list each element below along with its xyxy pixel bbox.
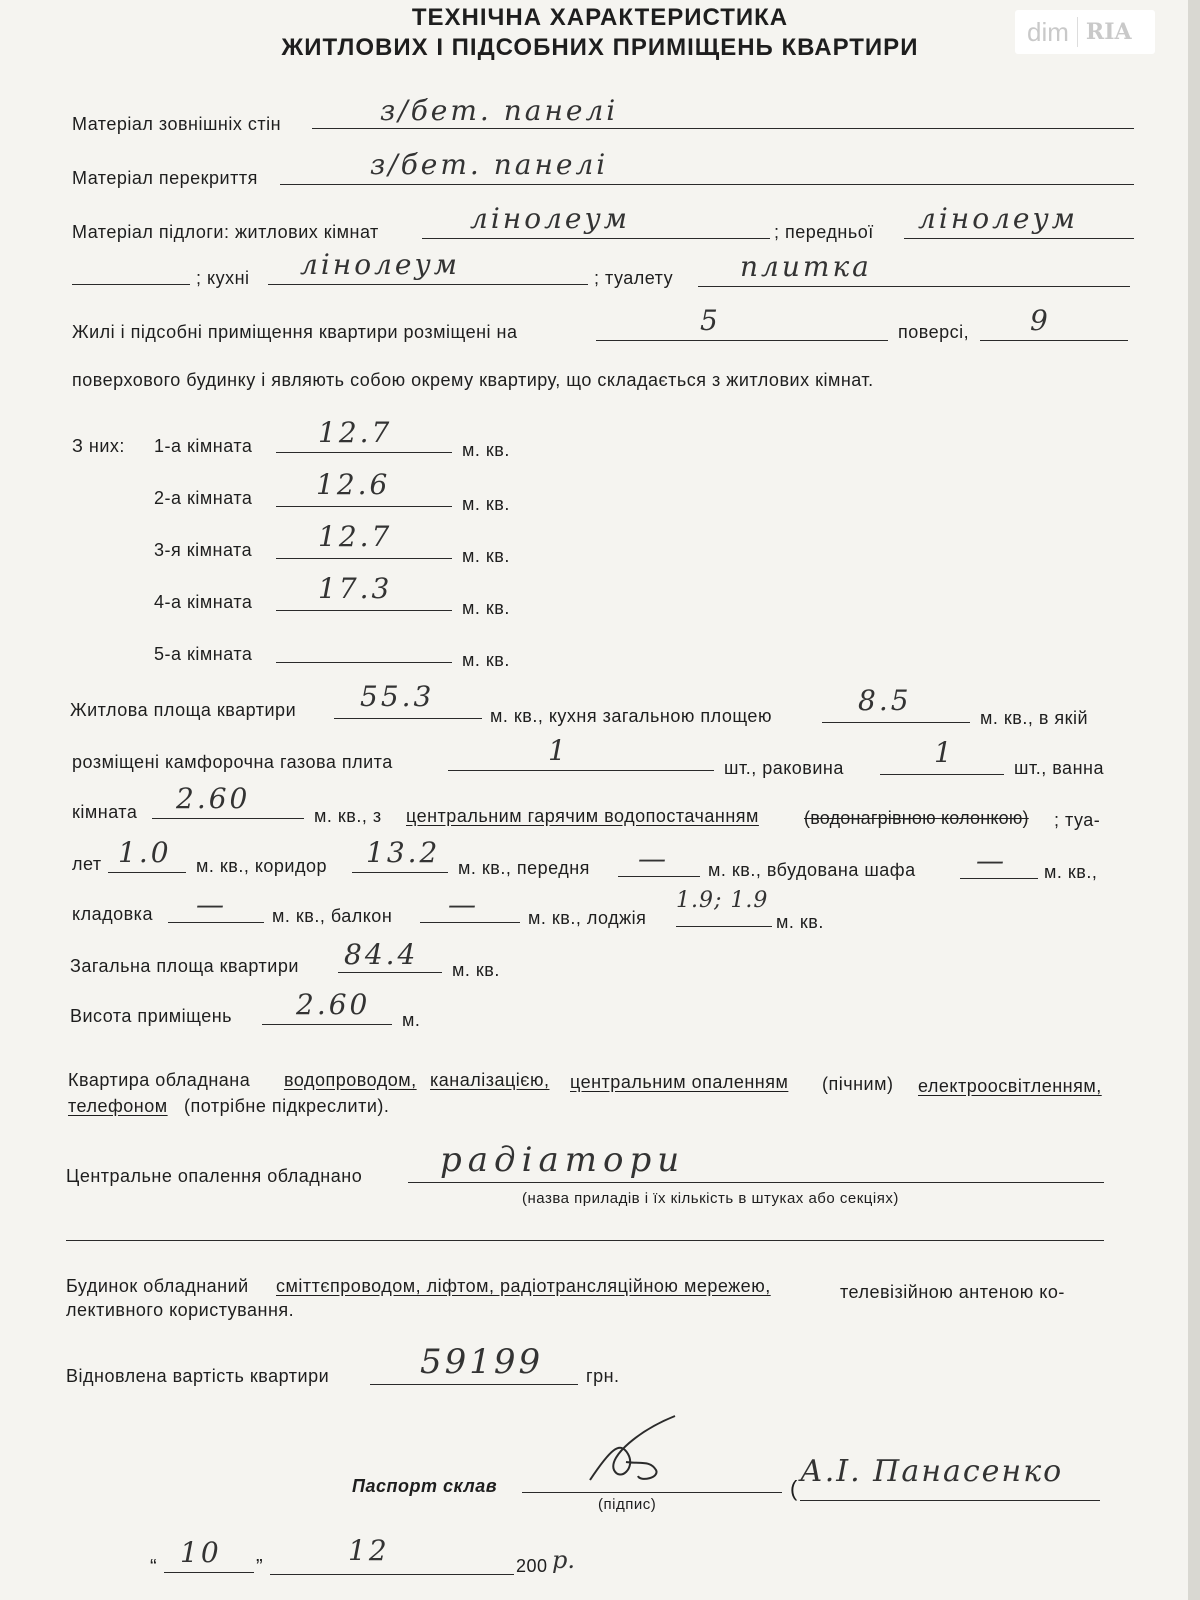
location-text: Жилі і підсобні приміщення квартири розміщені на bbox=[72, 322, 518, 342]
bathroom-suffix: м. кв., з bbox=[314, 806, 382, 826]
total-area-line bbox=[338, 972, 442, 973]
cost-line bbox=[370, 1384, 578, 1385]
equipment-note: (потрібне підкреслити). bbox=[184, 1096, 390, 1116]
balcony-line bbox=[420, 922, 520, 923]
building-rest: телевізійною антеною ко- bbox=[840, 1282, 1065, 1302]
kitchen-area-value: 8.5 bbox=[858, 684, 912, 717]
floor-hall-label: ; передньої bbox=[774, 222, 874, 242]
loggia-suffix: м. кв. bbox=[776, 912, 824, 932]
cost-unit: грн. bbox=[586, 1366, 620, 1386]
room-1-line bbox=[276, 452, 452, 453]
sink-line bbox=[880, 774, 1004, 775]
storage-value: — bbox=[196, 888, 227, 921]
corridor-label: м. кв., коридор bbox=[196, 856, 327, 876]
room-1-unit: м. кв. bbox=[462, 440, 510, 460]
location-total-floors-line bbox=[980, 340, 1128, 341]
toilet-value: 1.0 bbox=[118, 836, 172, 869]
height-value: 2.60 bbox=[296, 988, 371, 1021]
height-label: Висота приміщень bbox=[70, 1006, 233, 1026]
room-5-line bbox=[276, 662, 452, 663]
room-5-label: 5-а кімната bbox=[154, 644, 253, 664]
room-1-label: 1-а кімната bbox=[154, 436, 253, 456]
bathroom-label: кімната bbox=[72, 802, 138, 822]
cost-value: 59199 bbox=[420, 1342, 544, 1382]
room-2-label: 2-а кімната bbox=[154, 488, 253, 508]
building-line-2: лективного користування. bbox=[66, 1300, 295, 1320]
location-floor-suffix: поверсі, bbox=[898, 322, 970, 342]
equipment-phone: телефоном bbox=[68, 1096, 168, 1116]
floor-kitchen-line bbox=[268, 284, 588, 285]
room-2-unit: м. кв. bbox=[462, 494, 510, 514]
heating-caption: (назва приладів і їх кількість в штуках або секціях) bbox=[522, 1190, 899, 1207]
hall-label: м. кв., передня bbox=[458, 858, 590, 878]
heating-label: Центральне опалення обладнано bbox=[66, 1166, 363, 1186]
loggia-label: м. кв., лоджія bbox=[528, 908, 647, 928]
watermark-site: dim bbox=[1027, 16, 1069, 47]
rooms-intro: З них: bbox=[72, 436, 125, 456]
heating-value: радіатори bbox=[440, 1140, 686, 1180]
equipment-label: Квартира обладнана bbox=[68, 1070, 251, 1090]
stove-label: розміщені камфорочна газова плита bbox=[72, 752, 393, 772]
living-area-line bbox=[334, 718, 482, 719]
location-total-floors: 9 bbox=[1030, 304, 1051, 337]
wardrobe-suffix: м. кв., bbox=[1044, 862, 1098, 882]
room-3-line bbox=[276, 558, 452, 559]
equipment-electric: електроосвітленням, bbox=[918, 1076, 1102, 1096]
location-floor: 5 bbox=[700, 304, 721, 337]
passport-caption: (підпис) bbox=[598, 1496, 657, 1513]
room-4-label: 4-а кімната bbox=[154, 592, 253, 612]
total-area-suffix: м. кв. bbox=[452, 960, 500, 980]
room-3-label: 3-я кімната bbox=[154, 540, 253, 560]
passport-label: Паспорт склав bbox=[352, 1476, 498, 1496]
date-month: 12 bbox=[348, 1534, 390, 1567]
walls-label: Матеріал зовнішніх стін bbox=[72, 114, 282, 134]
loggia-line bbox=[676, 926, 772, 927]
room-4-area: 17.3 bbox=[318, 572, 393, 605]
floor-living-label: Матеріал підлоги: житлових кімнат bbox=[72, 222, 379, 242]
kitchen-area-label: м. кв., кухня загальною площею bbox=[490, 706, 772, 726]
total-area-label: Загальна площа квартири bbox=[70, 956, 299, 976]
location-floor-line bbox=[596, 340, 888, 341]
equipment-heating: центральним опаленням bbox=[570, 1072, 789, 1092]
storage-line bbox=[168, 922, 264, 923]
floor-hall-line bbox=[904, 238, 1134, 239]
building-items: сміттєпроводом, ліфтом, радіотрансляційною мережею, bbox=[276, 1276, 771, 1296]
sink-label: шт., раковина bbox=[724, 758, 844, 778]
room-1-area: 12.7 bbox=[318, 416, 393, 449]
wardrobe-value: — bbox=[976, 844, 1007, 877]
balcony-label: м. кв., балкон bbox=[272, 906, 393, 926]
floor-living-value: лінолеум bbox=[470, 202, 630, 235]
floor-kitchen-value: лінолеум bbox=[300, 248, 460, 281]
page-edge bbox=[1188, 0, 1200, 1600]
equipment-stove-heating: (пічним) bbox=[822, 1074, 894, 1094]
hot-water-heater: (водонагрівною колонкою) bbox=[804, 808, 1029, 828]
walls-value: з/бет. панелі bbox=[380, 94, 619, 127]
floor-toilet-label: ; туалету bbox=[594, 268, 674, 288]
walls-line bbox=[312, 128, 1134, 129]
signature-mark bbox=[580, 1410, 700, 1494]
floor-kitchen-label: ; кухні bbox=[196, 268, 250, 288]
hall-value: — bbox=[638, 842, 669, 875]
floor-toilet-line bbox=[698, 286, 1130, 287]
room-3-unit: м. кв. bbox=[462, 546, 510, 566]
living-area-label: Житлова площа квартири bbox=[70, 700, 297, 720]
heating-extra-line bbox=[66, 1240, 1104, 1241]
corridor-line bbox=[352, 872, 448, 873]
ceiling-label: Матеріал перекриття bbox=[72, 168, 258, 188]
floor-living-line bbox=[422, 238, 770, 239]
watermark-brand: RIA bbox=[1085, 19, 1132, 45]
toilet-label: лет bbox=[72, 854, 102, 874]
wardrobe-label: м. кв., вбудована шафа bbox=[708, 860, 916, 880]
ceiling-line bbox=[280, 184, 1134, 185]
location-text-2: поверхового будинку і являють собою окрему квартиру, що складається з житлових кімнат. bbox=[72, 370, 874, 390]
wardrobe-line bbox=[960, 878, 1038, 879]
room-4-line bbox=[276, 610, 452, 611]
title-line-1: ТЕХНІЧНА ХАРАКТЕРИСТИКА bbox=[411, 4, 789, 31]
date-month-line bbox=[270, 1574, 514, 1575]
date-day: 10 bbox=[180, 1536, 222, 1569]
kitchen-area-line bbox=[822, 722, 970, 723]
kitchen-area-suffix: м. кв., в якій bbox=[980, 708, 1089, 728]
passport-name-line bbox=[800, 1500, 1100, 1501]
height-line bbox=[262, 1024, 392, 1025]
room-5-unit: м. кв. bbox=[462, 650, 510, 670]
room-3-area: 12.7 bbox=[318, 520, 393, 553]
heating-line bbox=[408, 1182, 1104, 1183]
date-year: 200 bbox=[516, 1556, 548, 1576]
sink-value: 1 bbox=[934, 736, 955, 769]
passport-name: А.І. Панасенко bbox=[800, 1454, 1064, 1489]
corridor-value: 13.2 bbox=[366, 836, 441, 869]
bathroom-value: 2.60 bbox=[176, 782, 251, 815]
total-area-value: 84.4 bbox=[344, 938, 419, 971]
storage-label: кладовка bbox=[72, 904, 153, 924]
floor-toilet-value: плитка bbox=[740, 250, 872, 283]
height-suffix: м. bbox=[402, 1010, 421, 1030]
hot-water-central: центральним гарячим водопостачанням bbox=[406, 806, 759, 826]
ceiling-value: з/бет. панелі bbox=[370, 148, 609, 181]
date-year-suffix: р. bbox=[552, 1546, 575, 1574]
balcony-value: — bbox=[448, 888, 479, 921]
equipment-water: водопроводом, bbox=[284, 1070, 417, 1090]
bath-label: шт., ванна bbox=[1014, 758, 1104, 778]
hall-line bbox=[618, 876, 700, 877]
equipment-sewer: каналізацією, bbox=[430, 1070, 550, 1090]
room-4-unit: м. кв. bbox=[462, 598, 510, 618]
floor-blank-line bbox=[72, 284, 190, 285]
loggia-value: 1.9; 1.9 bbox=[676, 888, 769, 913]
living-area-value: 55.3 bbox=[360, 680, 435, 713]
bathroom-line bbox=[152, 818, 304, 819]
stove-value: 1 bbox=[548, 734, 569, 767]
floor-hall-value: лінолеум bbox=[918, 202, 1078, 235]
date-day-line bbox=[164, 1572, 254, 1573]
cost-label: Відновлена вартість квартири bbox=[66, 1366, 330, 1386]
title-line-2: ЖИТЛОВИХ І ПІДСОБНИХ ПРИМІЩЕНЬ КВАРТИРИ bbox=[281, 34, 919, 61]
room-2-area: 12.6 bbox=[316, 468, 391, 501]
room-2-line bbox=[276, 506, 452, 507]
building-label: Будинок обладнаний bbox=[66, 1276, 249, 1296]
toilet-continuation: ; туа- bbox=[1054, 810, 1101, 830]
stove-line bbox=[448, 770, 714, 771]
toilet-line bbox=[108, 872, 186, 873]
